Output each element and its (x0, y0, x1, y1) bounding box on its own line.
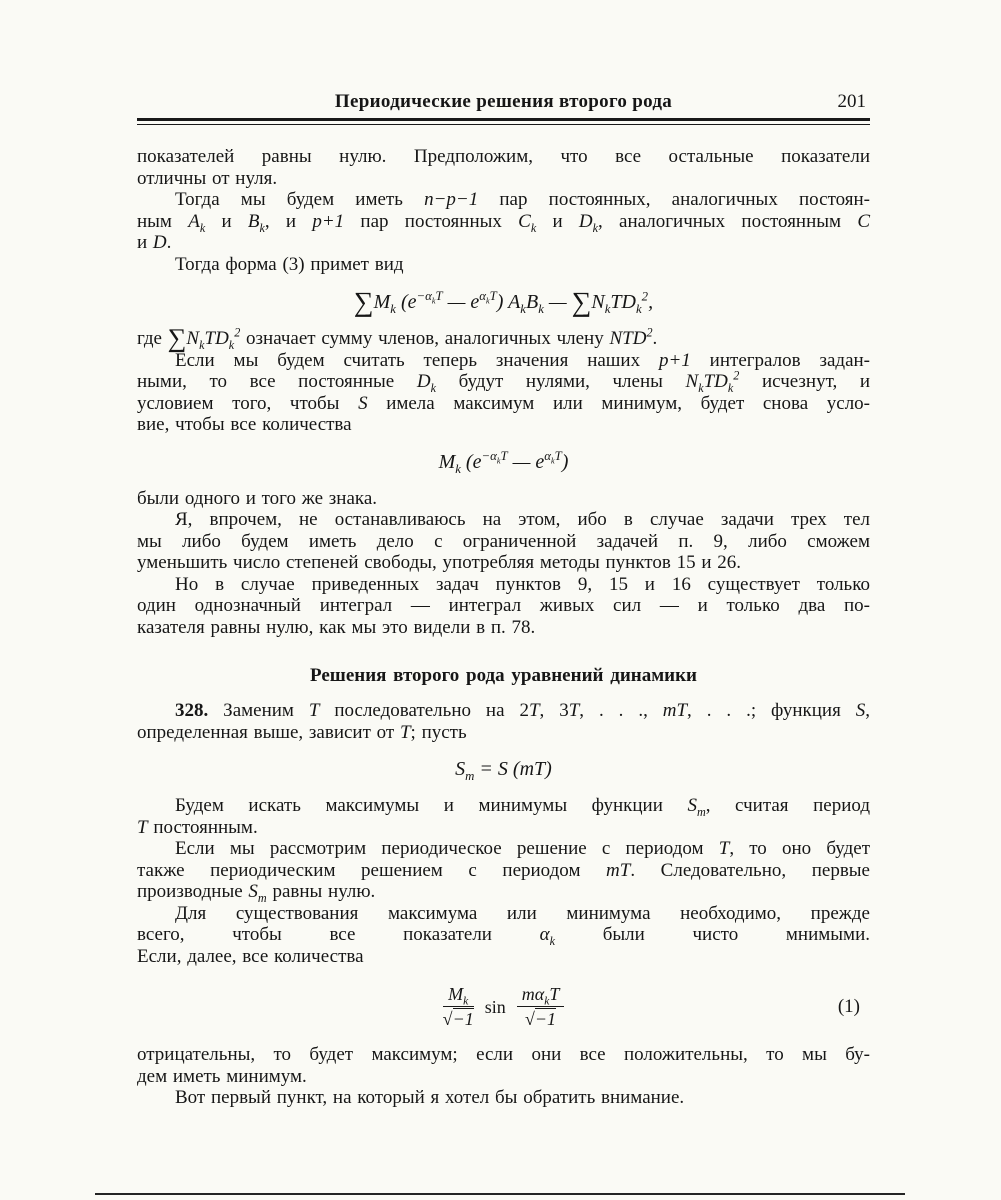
running-head (137, 90, 870, 114)
paragraph-328: 328. Заменим T последовательно на 2T, 3T, . . ., mT, . . .; функция S, определенная выше, зависит от T; пусть (137, 700, 871, 743)
paragraph-10: Будем искать максимумы и минимумы функции $S_m$, считая период T постоянным. (137, 795, 870, 838)
paragraph-14: отрицательны, то будет максимум; если они все положительны, то мы бу- дем иметь минимум. (137, 1044, 870, 1087)
fraction-left (443, 984, 474, 1029)
radicand: −1 (452, 1009, 474, 1029)
paragraph-2: Тогда мы будем иметь n−p−1 пар постоянных, аналогичных постоян- ным $A_k$ и $B_k$, и p+1 пар постоянных $C_k$ и $D_k$, аналогичных постоянным C и D. (137, 189, 870, 253)
sin-operator: sin (484, 996, 506, 1017)
radical-sign: √ (525, 1009, 535, 1029)
paragraph-8: Но в случае приведенных задач пунктов 9, 15 и 16 существует только один однозначный интеграл — интеграл живых сил — и только два по- казателя равны нулю, как мы это видели в п. 78. (137, 573, 870, 638)
page-body (137, 146, 870, 1109)
paragraph-3: Тогда форма (3) примет вид (175, 253, 404, 275)
paragraph-11: Если мы рассмотрим периодическое решение с периодом T, то оно будет также периодическим решением с периодом mT. Следовательно, первые производные $S_m$ равны нулю. (137, 838, 870, 905)
display-formula-sm: $S_m = S$ (mT) (455, 758, 552, 783)
fraction-right-denominator (517, 1007, 565, 1029)
section-heading: Решения второго рода уравнений динамики (310, 665, 697, 686)
fraction-right (517, 984, 565, 1029)
fraction-right-numerator: $m\alpha_kT$ (517, 984, 565, 1007)
fraction-left-denominator (443, 1007, 474, 1029)
radicand: −1 (534, 1009, 557, 1029)
page-number: 201 (837, 91, 866, 112)
paragraph-12: Для существования максимума или минимума необходимо, прежде всего, чтобы все показатели $\alpha_k$ были чисто мнимыми. Если, далее, все количества (137, 902, 870, 967)
header-rule (137, 118, 870, 125)
page-bottom-rule (95, 1193, 905, 1195)
equation-1 (137, 984, 870, 1029)
running-title: Периодические решения второго рода (334, 91, 673, 112)
paragraph-5: Если мы будем считать теперь значения наших p+1 интегралов задан- ными, то все постоянные $D_k$ будут нулями, члены $N_kTD_k^2$ исчезнут, и условием того, чтобы S имела максимум или минимум, будет снова усло- вие, чтобы все количества (137, 349, 871, 435)
paragraph-7: Я, впрочем, не останавливаюсь на этом, ибо в случае задачи трех тел мы либо будем иметь дело с ограниченной задачей п. 9, либо сможем уменьшить число степеней свободы, употребляя методы пунктов 15 и 26. (137, 509, 870, 573)
equation-number: (1) (837, 995, 860, 1017)
display-formula-mk: $M_k$ ($e^{-\alpha_kT}$ — $e^{\alpha_kT}$) (438, 448, 569, 476)
paragraph-1: показателей равны нулю. Предположим, что все остальные показатели отличны от нуля. (137, 146, 870, 189)
paragraph-6: были одного и того же знака. (137, 487, 378, 509)
display-formula-3: $\sum M_k$ ($e^{-\alpha_kT}$ — $e^{\alpha_kT}$) $A_kB_k$ — $\sum N_kTD_k^2$, (353, 285, 654, 317)
fraction-left-numerator: $M_k$ (443, 984, 474, 1007)
paragraph-4: где $\sum N_kTD_k^2$ означает сумму членов, аналогичных члену NTD$^2$. (137, 323, 658, 353)
radical-sign: √ (442, 1009, 453, 1029)
paragraph-15: Вот первый пункт, на который я хотел бы обратить внимание. (175, 1087, 685, 1108)
